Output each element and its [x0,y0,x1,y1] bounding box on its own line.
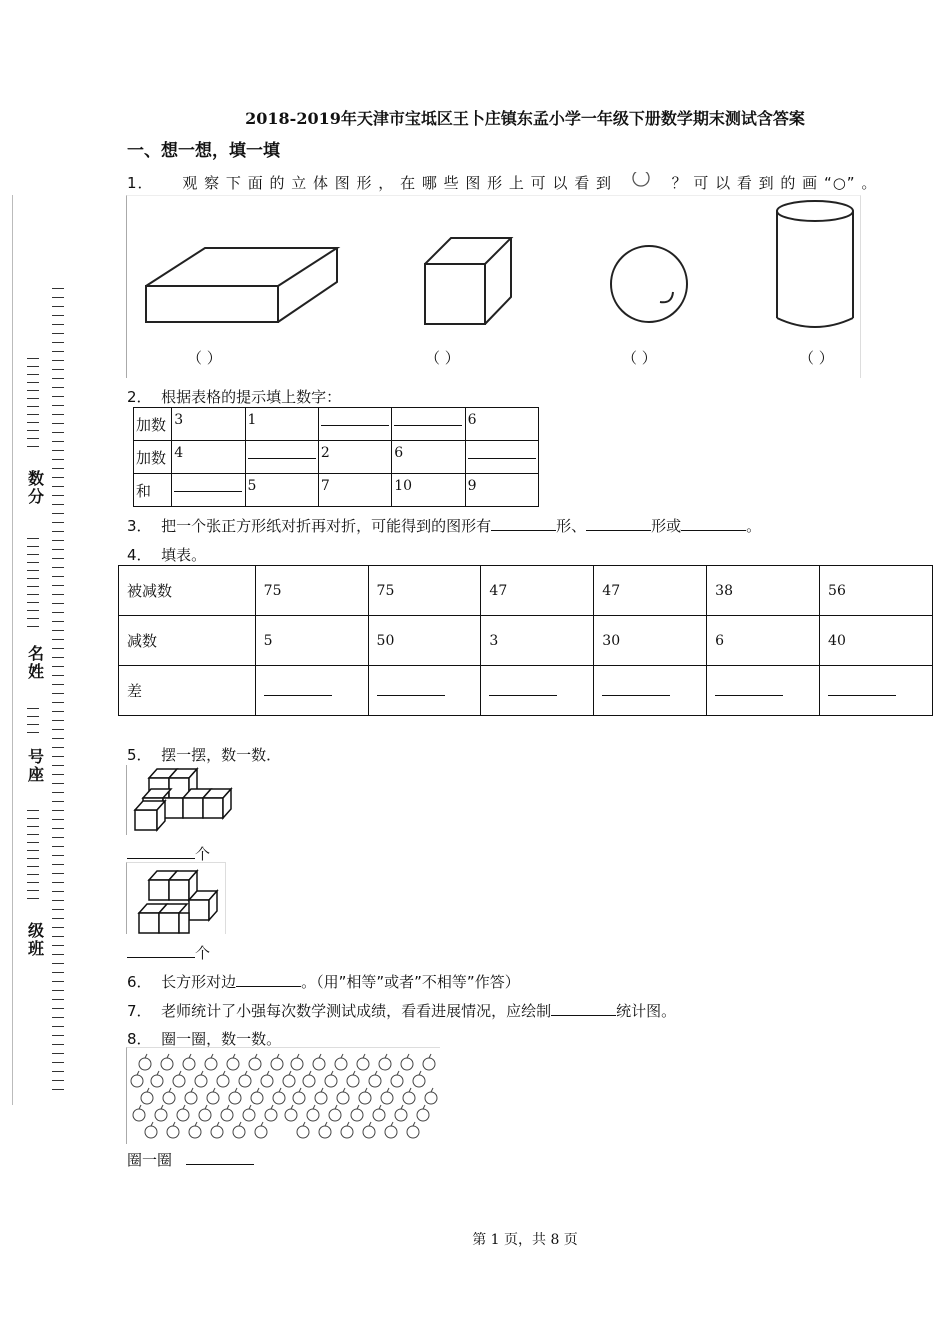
subtraction-table [118,565,933,716]
apple-icon [195,1071,207,1087]
apple-icon [391,1071,403,1087]
section-heading: 一、想一想，填一填 [127,141,280,161]
side-dash-top [27,358,39,454]
apple-icon [271,1054,283,1070]
apple-icon [229,1088,241,1104]
apple-icon [285,1105,297,1121]
answer-blank[interactable] [186,1151,254,1165]
answer-blank[interactable] [551,1002,616,1016]
circle-icon [630,172,654,192]
class-label: 级班 [27,921,44,958]
table-cell: 40 [820,616,933,666]
question-8-answer: 圈一圈 [127,1149,254,1170]
answer-blank[interactable] [392,408,465,441]
apple-icon [335,1054,347,1070]
table-cell: 10 [392,474,465,507]
table-cell: 50 [368,616,481,666]
question-6: 6． 长方形对边 。（用”相等”或者”不相等”作答） [127,973,520,991]
apple-picture [126,1047,440,1144]
apple-icon [261,1071,273,1087]
apple-icon [359,1088,371,1104]
binding-dashes [52,288,64,1098]
apple-icon [417,1105,429,1121]
apple-icon [227,1054,239,1070]
cube-stack-2 [126,862,226,934]
apple-icon [385,1122,397,1138]
apple-icon [325,1071,337,1087]
apple-icon [293,1088,305,1104]
table-cell: 5 [245,474,318,507]
row-label: 加数 [134,441,172,474]
apple-icon [313,1054,325,1070]
answer-blank[interactable] [368,666,481,716]
apple-icon [185,1088,197,1104]
table-cell: 56 [820,566,933,616]
question-3: 3． 把一个张正方形纸对折再对折，可能得到的图形有 形、 形或 。 [127,517,762,535]
apple-icon [255,1122,267,1138]
question-7: 7． 老师统计了小强每次数学测试成绩，看看进展情况，应绘制 统计图。 [127,1002,677,1020]
apple-icon [395,1105,407,1121]
table-row [119,616,933,666]
answer-blank[interactable] [707,666,820,716]
answer-blank[interactable] [481,666,594,716]
apple-icon [273,1088,285,1104]
apple-icon [297,1122,309,1138]
table-cell: 9 [465,474,538,507]
apple-icon [303,1071,315,1087]
question-5-answer-2: 个 [127,942,210,963]
row-label: 减数 [119,616,256,666]
table-cell: 30 [594,616,707,666]
binding-line [12,195,13,1105]
apple-icon [307,1105,319,1121]
apple-icon [189,1122,201,1138]
cube-stack-1-drawing [127,765,247,835]
apple-icon [133,1105,145,1121]
apple-picture-drawing [127,1048,441,1145]
apple-icon [163,1088,175,1104]
score-label: 数分 [27,469,44,506]
table-cell: 1 [245,408,318,441]
apple-icon [161,1054,173,1070]
answer-blank[interactable] [820,666,933,716]
table-cell: 6 [465,408,538,441]
table-row [119,566,933,616]
apple-icon [217,1071,229,1087]
side-dash-2 [27,538,39,634]
table-cell: 4 [172,441,245,474]
answer-blank[interactable] [465,441,538,474]
apple-icon [233,1122,245,1138]
row-label: 差 [119,666,256,716]
table-cell: 5 [255,616,368,666]
apple-icon [379,1054,391,1070]
page-title: 2018-2019年天津市宝坻区王卜庄镇东孟小学一年级下册数学期末测试含答案 [245,109,805,128]
apple-icon [199,1105,211,1121]
apple-icon [131,1071,143,1087]
apple-icon [407,1122,419,1138]
apple-icon [151,1071,163,1087]
table-row [134,408,539,441]
apple-icon [145,1122,157,1138]
answer-blank[interactable] [245,441,318,474]
apple-icon [155,1105,167,1121]
apple-icon [291,1054,303,1070]
table-cell: 75 [255,566,368,616]
answer-blank[interactable] [127,845,195,859]
table-cell: 3 [481,616,594,666]
table-row [119,666,933,716]
apple-icon [205,1054,217,1070]
row-label: 和 [134,474,172,507]
apple-icon [207,1088,219,1104]
apple-icon [221,1105,233,1121]
table-cell: 6 [392,441,465,474]
paren-4[interactable]: （ ） [799,349,834,367]
answer-blank[interactable] [127,944,195,958]
row-label: 被减数 [119,566,256,616]
table-cell: 3 [172,408,245,441]
sphere-figure [611,246,687,322]
side-dash-4 [27,810,39,906]
paren-3[interactable]: （ ） [622,349,657,367]
apple-icon [329,1105,341,1121]
apple-icon [283,1071,295,1087]
answer-blank[interactable] [491,517,556,531]
cube-stack-2-drawing [127,863,227,935]
apple-icon [243,1105,255,1121]
solid-figures [126,195,861,378]
apple-icon [173,1071,185,1087]
name-label: 名姓 [27,644,44,681]
question-2: 2． 根据表格的提示填上数字： [127,388,342,406]
apple-icon [347,1071,359,1087]
answer-blank[interactable] [172,474,245,507]
table-cell: 47 [481,566,594,616]
solid-figures-drawing [127,196,862,379]
apple-icon [373,1105,385,1121]
answer-blank[interactable] [586,517,651,531]
cylinder-figure [777,201,853,327]
answer-blank[interactable] [681,517,746,531]
table-cell: 47 [594,566,707,616]
side-dash-3 [27,708,39,740]
paren-1[interactable]: （ ） [187,349,222,367]
table-row [134,474,539,507]
apple-icon [337,1088,349,1104]
apple-icon [319,1122,331,1138]
seat-label: 号座 [27,747,44,784]
apple-icon [315,1088,327,1104]
cube-figure [425,238,511,324]
cuboid-figure [146,248,337,322]
apple-icon [249,1054,261,1070]
apple-icon [423,1054,435,1070]
addition-table [133,407,539,507]
apple-icon [413,1071,425,1087]
table-cell: 38 [707,566,820,616]
apple-icon [177,1105,189,1121]
question-4: 4． 填表。 [127,546,207,564]
apple-icon [351,1105,363,1121]
table-cell: 75 [368,566,481,616]
apple-icon [211,1122,223,1138]
apple-icon [425,1088,437,1104]
question-8: 8． 圈一圈，数一数。 [127,1030,282,1048]
apple-icon [141,1088,153,1104]
answer-blank[interactable] [236,973,301,987]
apple-icon [183,1054,195,1070]
cube-stack-1 [126,765,246,835]
answer-blank[interactable] [594,666,707,716]
answer-blank[interactable] [255,666,368,716]
apple-icon [369,1071,381,1087]
question-5: 5． 摆一摆，数一数． [127,746,282,764]
question-5-answer-1: 个 [127,843,210,864]
apple-icon [403,1088,415,1104]
table-cell: 2 [318,441,391,474]
paren-2[interactable]: （ ） [425,349,460,367]
question-1: 1． 观 察 下 面 的 立 体 图 形 ， 在 哪 些 图 形 上 可 以 看 到 ？ 可 以 看 到 的 画 “○” 。 [127,172,877,193]
apple-icon [239,1071,251,1087]
apple-icon [265,1105,277,1121]
apple-icon [401,1054,413,1070]
row-label: 加数 [134,408,172,441]
apple-icon [341,1122,353,1138]
apple-icon [251,1088,263,1104]
apple-icon [381,1088,393,1104]
answer-blank[interactable] [318,408,391,441]
apple-icon [139,1054,151,1070]
table-cell: 6 [707,616,820,666]
apple-icon [363,1122,375,1138]
apple-icon [357,1054,369,1070]
page-footer: 第 1 页，共 8 页 [472,1232,578,1248]
table-cell: 7 [318,474,391,507]
apple-icon [167,1122,179,1138]
table-row [134,441,539,474]
